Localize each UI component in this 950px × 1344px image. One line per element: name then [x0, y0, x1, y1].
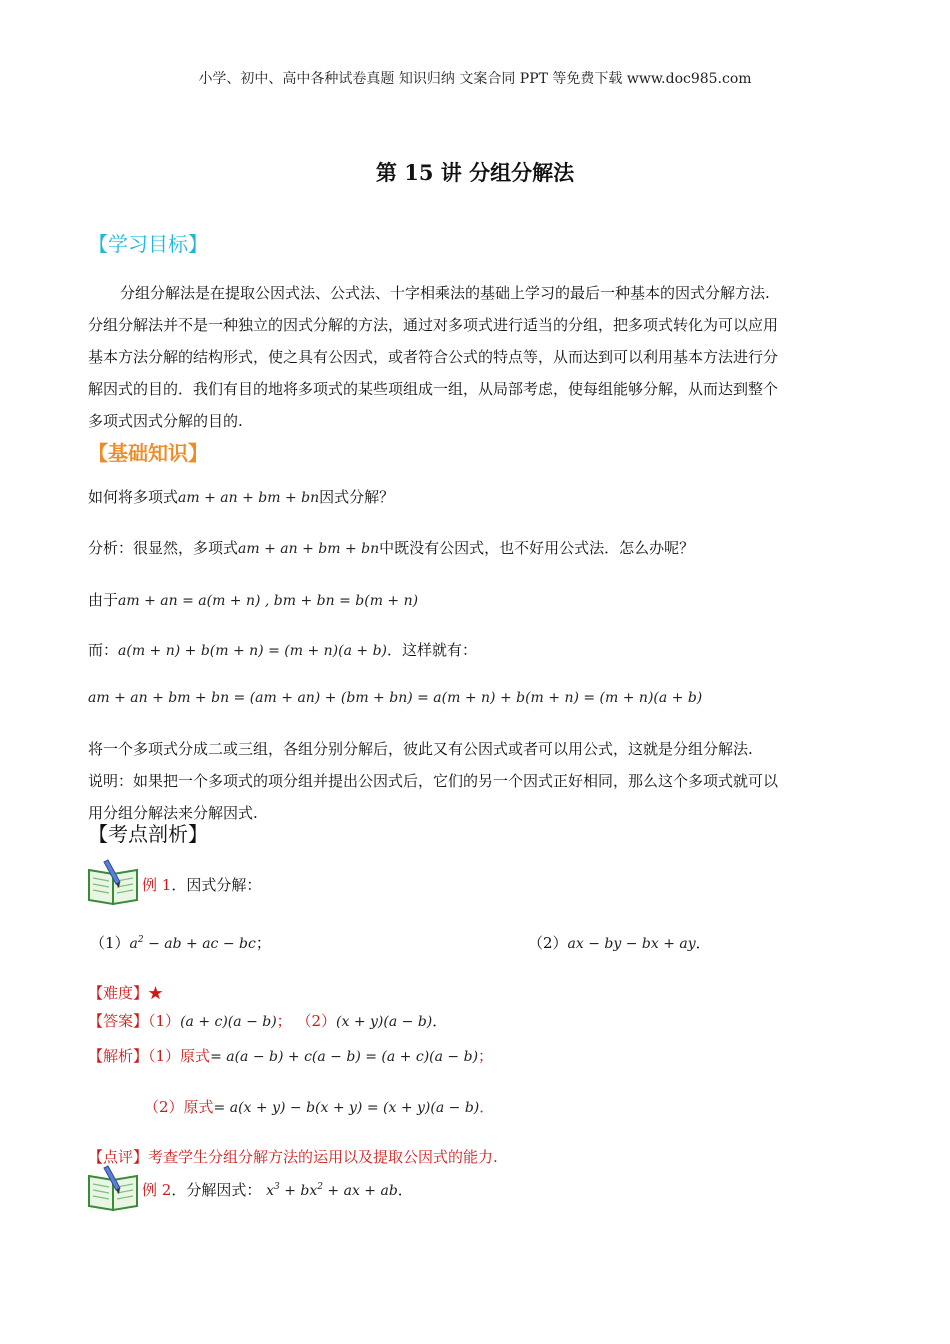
question-suffix: 因式分解？	[319, 488, 395, 506]
example2-stem	[142, 1179, 413, 1200]
objectives-line: 解因式的目的．我们有目的地将多项式的某些项组成一组，从局部考虑，使每组能够分解，从而达到整个	[88, 380, 779, 398]
full-formula: am + an + bm + bn = (am + an) + (bm + bn) = a(m + n) + b(m + n) = (m + n)(a + b)	[88, 690, 703, 706]
objectives-line: 分组分解法是在提取公因式法、公式法、十字相乘法的基础上学习的最后一种基本的因式分解方法.	[120, 284, 770, 302]
example2-formula-mid: + bx	[279, 1183, 318, 1199]
part1-formula-base: a	[129, 936, 138, 952]
answer2-label: （2）	[296, 1012, 337, 1030]
answer1-formula: (a + c)(a − b)	[180, 1014, 277, 1030]
solution1-end: ；	[478, 1047, 494, 1065]
basics-full-derivation	[88, 688, 702, 706]
comment-text: 考查学生分组分解方法的运用以及提取公因式的能力.	[148, 1148, 498, 1166]
comment-label: 【点评】	[88, 1148, 149, 1166]
example2-formula-x: x	[266, 1183, 275, 1199]
example2-label: 例 2	[142, 1181, 172, 1199]
example2-end: ．	[397, 1181, 413, 1199]
example2-text: ．分解因式：	[171, 1181, 262, 1199]
objectives-line: 基本方法分解的结构形式，使之具有公因式，或者符合公式的特点等，从而达到可以利用基本方法进行分	[88, 348, 779, 366]
and-formula: a(m + n) + b(m + n) = (m + n)(a + b)	[118, 643, 387, 659]
example1-comment	[88, 1146, 498, 1167]
top-banner: 小学、初中、高中各种试卷真题 知识归纳 文案合同 PPT 等免费下载 www.doc985.com	[198, 71, 752, 87]
basics-and	[88, 639, 477, 660]
analysis-prefix: 分析：很显然，多项式	[88, 539, 239, 557]
solution1-label: （1）原式	[148, 1047, 211, 1065]
basics-question	[88, 486, 394, 507]
difficulty-stars: ★	[148, 984, 164, 1002]
example1-solution1	[88, 1045, 493, 1066]
basics-analysis	[88, 537, 694, 558]
objectives-line: 分组分解法并不是一种独立的因式分解的方法，通过对多项式进行适当的分组，把多项式转化为可以应用	[88, 316, 779, 334]
answer-end: ．	[432, 1012, 448, 1030]
part2-formula: ax − by − bx + ay	[567, 936, 696, 952]
book-pen-icon	[86, 856, 140, 910]
example2-formula-exp1: 3	[274, 1182, 280, 1192]
basics-note-line: 说明：如果把一个多项式的项分组并提出公因式后，它们的另一个因式正好相同，那么这个多项式就可以	[88, 772, 779, 790]
basics-heading: 【基础知识】	[88, 441, 208, 465]
example1-part2	[528, 932, 711, 953]
solution2-end: ．	[479, 1098, 495, 1116]
basics-note-line: 用分组分解法来分解因式.	[88, 804, 258, 822]
part2-end: ．	[695, 934, 711, 952]
answer-separator: ；	[276, 1012, 292, 1030]
analysis-heading: 【考点剖析】	[88, 822, 208, 846]
example2-formula-end: + ax + ab	[322, 1183, 398, 1199]
example1-part1	[90, 932, 271, 953]
answer1-label: （1）	[148, 1012, 181, 1030]
question-prefix: 如何将多项式	[88, 488, 179, 506]
objectives-body	[88, 277, 778, 437]
solution-label: 【解析】	[88, 1047, 149, 1065]
because-formula: am + an = a(m + n) , bm + bn = b(m + n)	[118, 593, 419, 609]
basics-because	[88, 589, 418, 610]
book-pen-icon	[86, 1162, 140, 1216]
part1-end: ；	[255, 934, 271, 952]
example1-difficulty	[88, 982, 163, 1003]
example1-text: ．因式分解：	[171, 876, 262, 894]
part2-label: （2）	[528, 934, 568, 952]
objectives-heading: 【学习目标】	[88, 232, 208, 256]
answer2-formula: (x + y)(a − b)	[336, 1014, 433, 1030]
solution2-label: （2）原式	[144, 1098, 214, 1116]
page-title: 第 15 讲 分组分解法	[375, 160, 575, 185]
objectives-line: 多项式因式分解的目的.	[88, 412, 243, 430]
basics-summary: 将一个多项式分成二或三组，各组分别分解后，彼此又有公因式或者可以用公式，这就是分组分解法.	[88, 740, 753, 758]
example1-stem	[142, 874, 261, 895]
part1-formula-rest: − ab + ac − bc	[143, 936, 256, 952]
and-suffix: ．这样就有：	[387, 641, 478, 659]
example1-answer	[88, 1010, 447, 1031]
part1-label: （1）	[90, 934, 130, 952]
solution1-formula: = a(a − b) + c(a − b) = (a + c)(a − b)	[210, 1049, 479, 1065]
example2-formula-exp2: 2	[317, 1182, 323, 1192]
part1-formula-exponent: 2	[137, 935, 144, 945]
analysis-suffix: 中既没有公因式，也不好用公式法．怎么办呢？	[379, 539, 695, 557]
question-formula: am + an + bm + bn	[178, 490, 320, 506]
difficulty-label: 【难度】	[88, 984, 149, 1002]
analysis-formula: am + an + bm + bn	[238, 541, 380, 557]
and-prefix: 而：	[88, 641, 119, 659]
solution2-formula: = a(x + y) − b(x + y) = (x + y)(a − b)	[213, 1100, 480, 1116]
example1-solution2	[144, 1096, 494, 1117]
example1-label: 例 1	[142, 876, 172, 894]
basics-summary-block	[88, 733, 778, 829]
answer-label: 【答案】	[88, 1012, 149, 1030]
because-prefix: 由于	[88, 591, 119, 609]
